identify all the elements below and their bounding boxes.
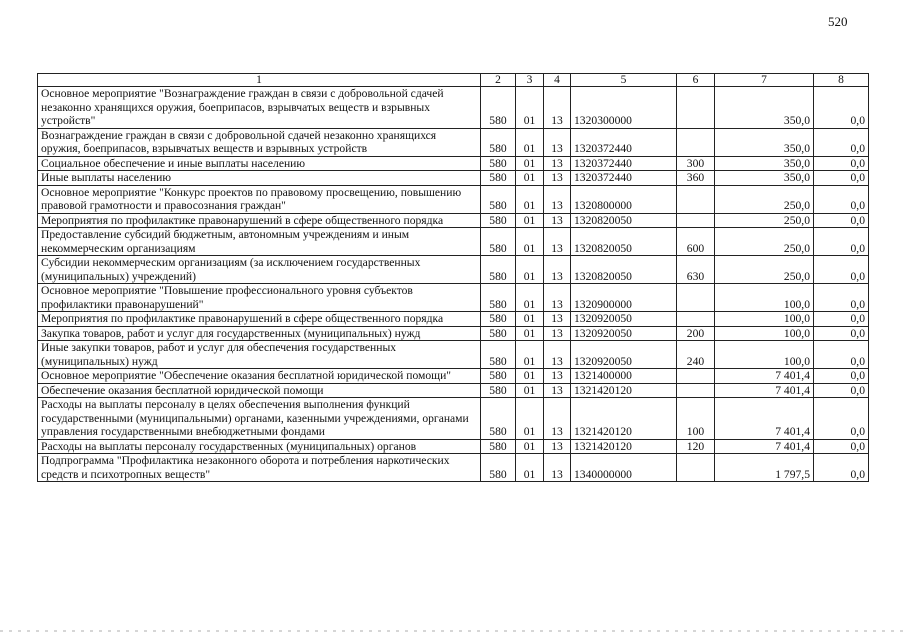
expense-type-cell — [677, 128, 715, 156]
ved-code-cell: 580 — [481, 128, 516, 156]
ved-code-cell: 580 — [481, 454, 516, 482]
table-row — [38, 284, 869, 312]
subsection-cell: 13 — [544, 156, 571, 171]
expense-type-cell — [677, 87, 715, 129]
amount-cell: 350,0 — [715, 171, 814, 186]
scan-artifact-line — [0, 630, 905, 632]
table-row — [38, 228, 869, 256]
row-name-cell: Расходы на выплаты персоналу в целях обеспечения выполнения функций государственными (муниципальными) органами, казенными учреждениями, органами управления государственными внебюджетными фондами — [38, 398, 481, 440]
table-row — [38, 256, 869, 284]
target-article-cell: 1320372440 — [571, 128, 677, 156]
section-cell: 01 — [516, 171, 544, 186]
expense-type-cell: 600 — [677, 228, 715, 256]
row-name-cell: Предоставление субсидий бюджетным, автономным учреждениям и иным некоммерческим организациям — [38, 228, 481, 256]
amount-cell: 250,0 — [715, 256, 814, 284]
table-row — [38, 398, 869, 440]
amount-2-cell: 0,0 — [814, 454, 869, 482]
amount-cell: 100,0 — [715, 341, 814, 369]
amount-2-cell: 0,0 — [814, 128, 869, 156]
expense-type-cell — [677, 369, 715, 384]
target-article-cell: 1320820050 — [571, 213, 677, 228]
row-name-cell: Субсидии некоммерческим организациям (за исключением государственных (муниципальных) учреждений) — [38, 256, 481, 284]
amount-cell: 250,0 — [715, 228, 814, 256]
subsection-cell: 13 — [544, 228, 571, 256]
ved-code-cell: 580 — [481, 312, 516, 327]
amount-2-cell: 0,0 — [814, 439, 869, 454]
amount-cell: 350,0 — [715, 156, 814, 171]
target-article-cell: 1320920050 — [571, 341, 677, 369]
amount-2-cell: 0,0 — [814, 369, 869, 384]
ved-code-cell: 580 — [481, 369, 516, 384]
section-cell: 01 — [516, 312, 544, 327]
row-name-cell: Иные выплаты населению — [38, 171, 481, 186]
subsection-cell: 13 — [544, 87, 571, 129]
subsection-cell: 13 — [544, 369, 571, 384]
subsection-cell: 13 — [544, 256, 571, 284]
section-cell: 01 — [516, 284, 544, 312]
amount-cell: 100,0 — [715, 284, 814, 312]
subsection-cell: 13 — [544, 326, 571, 341]
amount-cell: 250,0 — [715, 185, 814, 213]
amount-2-cell: 0,0 — [814, 326, 869, 341]
table-row — [38, 171, 869, 186]
subsection-cell: 13 — [544, 213, 571, 228]
expense-type-cell — [677, 213, 715, 228]
amount-cell: 350,0 — [715, 128, 814, 156]
ved-code-cell: 580 — [481, 185, 516, 213]
row-name-cell: Основное мероприятие "Конкурс проектов по правовому просвещению, повышению правовой грамотности и правосознания граждан" — [38, 185, 481, 213]
expense-type-cell — [677, 284, 715, 312]
expense-type-cell: 200 — [677, 326, 715, 341]
section-cell: 01 — [516, 185, 544, 213]
subsection-cell: 13 — [544, 341, 571, 369]
table-row — [38, 383, 869, 398]
section-cell: 01 — [516, 156, 544, 171]
section-cell: 01 — [516, 326, 544, 341]
target-article-cell: 1320800000 — [571, 185, 677, 213]
section-cell: 01 — [516, 454, 544, 482]
ved-code-cell: 580 — [481, 383, 516, 398]
amount-2-cell: 0,0 — [814, 185, 869, 213]
section-cell: 01 — [516, 383, 544, 398]
subsection-cell: 13 — [544, 383, 571, 398]
section-cell: 01 — [516, 369, 544, 384]
ved-code-cell: 580 — [481, 326, 516, 341]
amount-cell: 7 401,4 — [715, 439, 814, 454]
table-row — [38, 369, 869, 384]
expense-type-cell — [677, 454, 715, 482]
column-header: 8 — [814, 74, 869, 87]
section-cell: 01 — [516, 87, 544, 129]
table-row — [38, 156, 869, 171]
column-header: 6 — [677, 74, 715, 87]
expense-type-cell: 360 — [677, 171, 715, 186]
ved-code-cell: 580 — [481, 398, 516, 440]
target-article-cell: 1320372440 — [571, 156, 677, 171]
amount-cell: 250,0 — [715, 213, 814, 228]
amount-2-cell: 0,0 — [814, 256, 869, 284]
target-article-cell: 1320820050 — [571, 228, 677, 256]
amount-cell: 100,0 — [715, 326, 814, 341]
target-article-cell: 1320920050 — [571, 312, 677, 327]
budget-table — [37, 73, 869, 482]
column-header: 1 — [38, 74, 481, 87]
subsection-cell: 13 — [544, 128, 571, 156]
target-article-cell: 1321420120 — [571, 398, 677, 440]
table-row — [38, 185, 869, 213]
subsection-cell: 13 — [544, 185, 571, 213]
target-article-cell: 1320900000 — [571, 284, 677, 312]
table-row — [38, 454, 869, 482]
amount-2-cell: 0,0 — [814, 87, 869, 129]
target-article-cell: 1321420120 — [571, 439, 677, 454]
row-name-cell: Мероприятия по профилактике правонарушений в сфере общественного порядка — [38, 312, 481, 327]
amount-2-cell: 0,0 — [814, 213, 869, 228]
row-name-cell: Основное мероприятие "Повышение профессионального уровня субъектов профилактики правонарушений" — [38, 284, 481, 312]
section-cell: 01 — [516, 439, 544, 454]
header-row — [38, 74, 869, 87]
section-cell: 01 — [516, 228, 544, 256]
expense-type-cell — [677, 383, 715, 398]
column-header: 7 — [715, 74, 814, 87]
row-name-cell: Социальное обеспечение и иные выплаты населению — [38, 156, 481, 171]
expense-type-cell: 120 — [677, 439, 715, 454]
amount-cell: 1 797,5 — [715, 454, 814, 482]
expense-type-cell: 630 — [677, 256, 715, 284]
amount-2-cell: 0,0 — [814, 341, 869, 369]
amount-cell: 350,0 — [715, 87, 814, 129]
ved-code-cell: 580 — [481, 213, 516, 228]
column-header: 4 — [544, 74, 571, 87]
target-article-cell: 1320372440 — [571, 171, 677, 186]
section-cell: 01 — [516, 213, 544, 228]
amount-2-cell: 0,0 — [814, 171, 869, 186]
section-cell: 01 — [516, 128, 544, 156]
row-name-cell: Закупка товаров, работ и услуг для государственных (муниципальных) нужд — [38, 326, 481, 341]
expense-type-cell: 100 — [677, 398, 715, 440]
row-name-cell: Вознаграждение граждан в связи с добровольной сдачей незаконно хранящихся оружия, боеприпасов, взрывчатых веществ и взрывных устройств — [38, 128, 481, 156]
row-name-cell: Иные закупки товаров, работ и услуг для обеспечения государственных (муниципальных) нужд — [38, 341, 481, 369]
column-header: 5 — [571, 74, 677, 87]
table-row — [38, 213, 869, 228]
target-article-cell: 1321420120 — [571, 383, 677, 398]
amount-cell: 7 401,4 — [715, 383, 814, 398]
table-row — [38, 128, 869, 156]
expense-type-cell — [677, 312, 715, 327]
amount-2-cell: 0,0 — [814, 383, 869, 398]
subsection-cell: 13 — [544, 171, 571, 186]
ved-code-cell: 580 — [481, 228, 516, 256]
subsection-cell: 13 — [544, 312, 571, 327]
expense-type-cell: 240 — [677, 341, 715, 369]
table-row — [38, 87, 869, 129]
column-header: 3 — [516, 74, 544, 87]
expense-type-cell: 300 — [677, 156, 715, 171]
target-article-cell: 1320820050 — [571, 256, 677, 284]
target-article-cell: 1321400000 — [571, 369, 677, 384]
ved-code-cell: 580 — [481, 87, 516, 129]
amount-cell: 7 401,4 — [715, 369, 814, 384]
ved-code-cell: 580 — [481, 156, 516, 171]
row-name-cell: Обеспечение оказания бесплатной юридической помощи — [38, 383, 481, 398]
subsection-cell: 13 — [544, 284, 571, 312]
section-cell: 01 — [516, 341, 544, 369]
target-article-cell: 1320920050 — [571, 326, 677, 341]
table-row — [38, 439, 869, 454]
ved-code-cell: 580 — [481, 439, 516, 454]
amount-2-cell: 0,0 — [814, 398, 869, 440]
amount-2-cell: 0,0 — [814, 312, 869, 327]
row-name-cell: Расходы на выплаты персоналу государственных (муниципальных) органов — [38, 439, 481, 454]
row-name-cell: Основное мероприятие "Вознаграждение граждан в связи с добровольной сдачей незаконно хранящихся оружия, боеприпасов, взрывчатых веществ и взрывных устройств" — [38, 87, 481, 129]
ved-code-cell: 580 — [481, 341, 516, 369]
column-header: 2 — [481, 74, 516, 87]
amount-2-cell: 0,0 — [814, 228, 869, 256]
table-row — [38, 341, 869, 369]
ved-code-cell: 580 — [481, 284, 516, 312]
ved-code-cell: 580 — [481, 171, 516, 186]
table-row — [38, 312, 869, 327]
target-article-cell: 1320300000 — [571, 87, 677, 129]
section-cell: 01 — [516, 398, 544, 440]
expense-type-cell — [677, 185, 715, 213]
target-article-cell: 1340000000 — [571, 454, 677, 482]
amount-2-cell: 0,0 — [814, 284, 869, 312]
page-number: 520 — [828, 14, 848, 29]
subsection-cell: 13 — [544, 454, 571, 482]
subsection-cell: 13 — [544, 439, 571, 454]
table-row — [38, 326, 869, 341]
subsection-cell: 13 — [544, 398, 571, 440]
amount-cell: 7 401,4 — [715, 398, 814, 440]
row-name-cell: Основное мероприятие "Обеспечение оказания бесплатной юридической помощи" — [38, 369, 481, 384]
row-name-cell: Мероприятия по профилактике правонарушений в сфере общественного порядка — [38, 213, 481, 228]
row-name-cell: Подпрограмма "Профилактика незаконного оборота и потребления наркотических средств и психотропных веществ" — [38, 454, 481, 482]
amount-cell: 100,0 — [715, 312, 814, 327]
amount-2-cell: 0,0 — [814, 156, 869, 171]
ved-code-cell: 580 — [481, 256, 516, 284]
section-cell: 01 — [516, 256, 544, 284]
